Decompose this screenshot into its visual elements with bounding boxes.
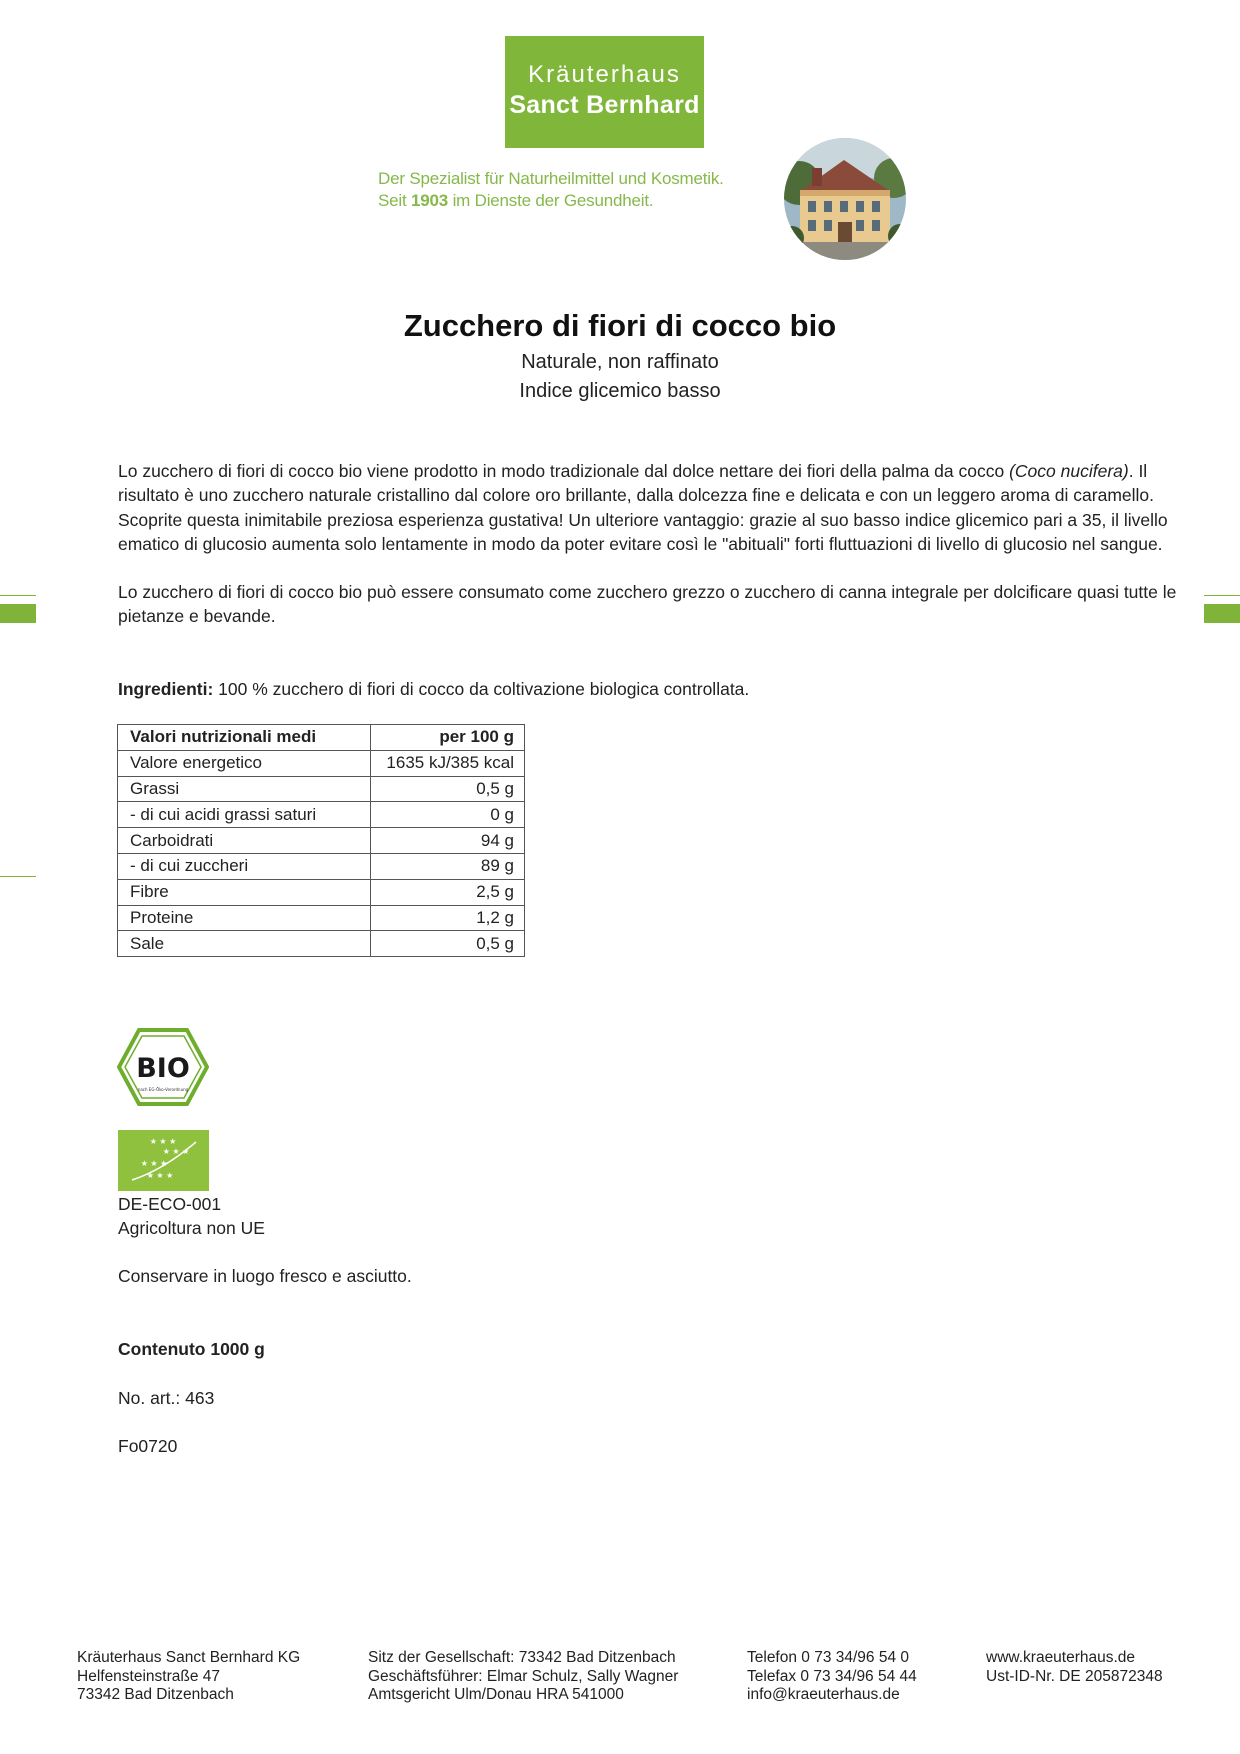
svg-text:★ ★ ★: ★ ★ ★ [146, 1171, 174, 1180]
botanical-name: (Coco nucifera) [1009, 461, 1129, 481]
margin-mark-right-top [1204, 595, 1240, 596]
svg-text:★ ★ ★: ★ ★ ★ [140, 1159, 168, 1168]
footer-company [77, 1649, 300, 1705]
table-row [118, 879, 525, 905]
building-photo [784, 138, 906, 260]
footer-line: 73342 Bad Ditzenbach [77, 1686, 234, 1703]
table-row [118, 802, 525, 828]
ingredients-text: 100 % zucchero di fiori di cocco da coltivazione biologica controllata. [213, 679, 750, 699]
nutrition-table [117, 724, 525, 957]
table-cell: Valore energetico [118, 750, 371, 776]
table-cell: Grassi [118, 776, 371, 802]
footer-phone: Telefon 0 73 34/96 54 0 [747, 1649, 910, 1666]
table-cell: 94 g [371, 828, 525, 854]
footer-line: Amtsgericht Ulm/Donau HRA 541000 [368, 1686, 624, 1703]
svg-text:★ ★ ★: ★ ★ ★ [162, 1147, 190, 1156]
table-cell: 89 g [371, 853, 525, 879]
footer-vat-id: Ust-ID-Nr. DE 205872348 [986, 1667, 1163, 1685]
article-number: No. art.: 463 [118, 1388, 215, 1408]
product-title: Zucchero di fiori di cocco bio [403, 308, 837, 343]
ingredients-label: Ingredienti: [118, 679, 214, 699]
tagline-line-2 [378, 190, 724, 212]
table-row [118, 931, 525, 957]
certification-origin: Agricoltura non UE [118, 1218, 265, 1238]
footer-website: www.kraeuterhaus.de [986, 1649, 1136, 1666]
description-paragraph-1 [118, 459, 1188, 556]
footer-legal [368, 1649, 678, 1705]
description-text-1b: . Il risultato è uno zucchero naturale cristallino dal colore oro brillante, dalla dolcezza fine e delicata e con un leggero aroma di caramello. Scoprite questa inimitabile preziosa esperienza gustativa! Un ulteriore vantaggio: grazie al suo basso indice glicemico pari a 35, il livello ematico di glucosio aumenta solo lentamente in modo da poter evitare così le "abituali" forti fluttuazioni di livello di glucosio nel sangue. [118, 461, 1168, 554]
table-cell: 0 g [371, 802, 525, 828]
storage-note: Conservare in luogo fresco e asciutto. [118, 1266, 412, 1286]
footer-line: Kräuterhaus Sanct Bernhard KG [77, 1649, 301, 1666]
bio-seal-fine-print: nach EG-Öko-Verordnung [137, 1087, 189, 1092]
table-cell: 1635 kJ/385 kcal [371, 750, 525, 776]
form-code: Fo0720 [118, 1436, 178, 1456]
table-cell: 1,2 g [371, 905, 525, 931]
description-paragraph-2: Lo zucchero di fiori di cocco bio può essere consumato come zucchero grezzo o zucchero di canna integrale per dolcificare quasi tutte le pietanze e bevande. [118, 582, 1177, 627]
footer-web [986, 1649, 1163, 1686]
table-row [118, 905, 525, 931]
certification-code: DE-ECO-001 [118, 1194, 222, 1214]
brand-logo [505, 36, 704, 148]
table-row [118, 776, 525, 802]
table-header-cell: per 100 g [371, 725, 525, 751]
margin-mark-left-top [0, 595, 36, 596]
footer-email: info@kraeuterhaus.de [747, 1686, 900, 1703]
logo-line-1: Kräuterhaus [528, 61, 681, 88]
tagline-year: 1903 [411, 191, 449, 210]
table-cell: - di cui acidi grassi saturi [118, 802, 371, 828]
table-row [118, 828, 525, 854]
footer-line: Sitz der Gesellschaft: 73342 Bad Ditzenbach [368, 1649, 676, 1666]
product-subtitle-1: Naturale, non raffinato [521, 351, 719, 373]
tagline [378, 168, 724, 212]
description-text-1a: Lo zucchero di fiori di cocco bio viene prodotto in modo tradizionale dal dolce nettare dei fiori della palma da cocco [118, 461, 1010, 481]
table-cell: Sale [118, 931, 371, 957]
table-row [118, 853, 525, 879]
product-subtitle-2: Indice glicemico basso [519, 380, 721, 402]
bio-seal-text: BIO [136, 1053, 190, 1084]
table-cell: 0,5 g [371, 931, 525, 957]
svg-text:★ ★ ★: ★ ★ ★ [149, 1137, 177, 1146]
footer-fax: Telefax 0 73 34/96 54 44 [747, 1667, 917, 1685]
margin-bar-right [1204, 604, 1240, 623]
table-cell: Carboidrati [118, 828, 371, 854]
ingredients [118, 677, 1188, 701]
margin-bar-left [0, 604, 36, 623]
description [118, 459, 1188, 629]
table-cell: - di cui zuccheri [118, 853, 371, 879]
fold-mark-left [0, 876, 36, 877]
tagline-line-1: Der Spezialist für Naturheilmittel und Kosmetik. [378, 169, 724, 188]
table-cell: 2,5 g [371, 879, 525, 905]
table-row [118, 750, 525, 776]
tagline-prefix: Seit [378, 191, 412, 210]
table-cell: 0,5 g [371, 776, 525, 802]
eu-organic-leaf-icon [118, 1130, 209, 1191]
content-weight: Contenuto 1000 g [118, 1339, 265, 1359]
table-header-row [118, 725, 525, 751]
footer-line: Geschäftsführer: Elmar Schulz, Sally Wagner [368, 1667, 679, 1685]
table-cell: Fibre [118, 879, 371, 905]
bio-seal-icon [117, 1027, 209, 1107]
logo-line-2: Sanct Bernhard [509, 91, 700, 119]
footer-contact [747, 1649, 917, 1705]
table-header-cell: Valori nutrizionali medi [118, 725, 371, 751]
table-cell: Proteine [118, 905, 371, 931]
footer-line: Helfensteinstraße 47 [77, 1667, 221, 1685]
tagline-suffix: im Dienste der Gesundheit. [448, 191, 654, 210]
